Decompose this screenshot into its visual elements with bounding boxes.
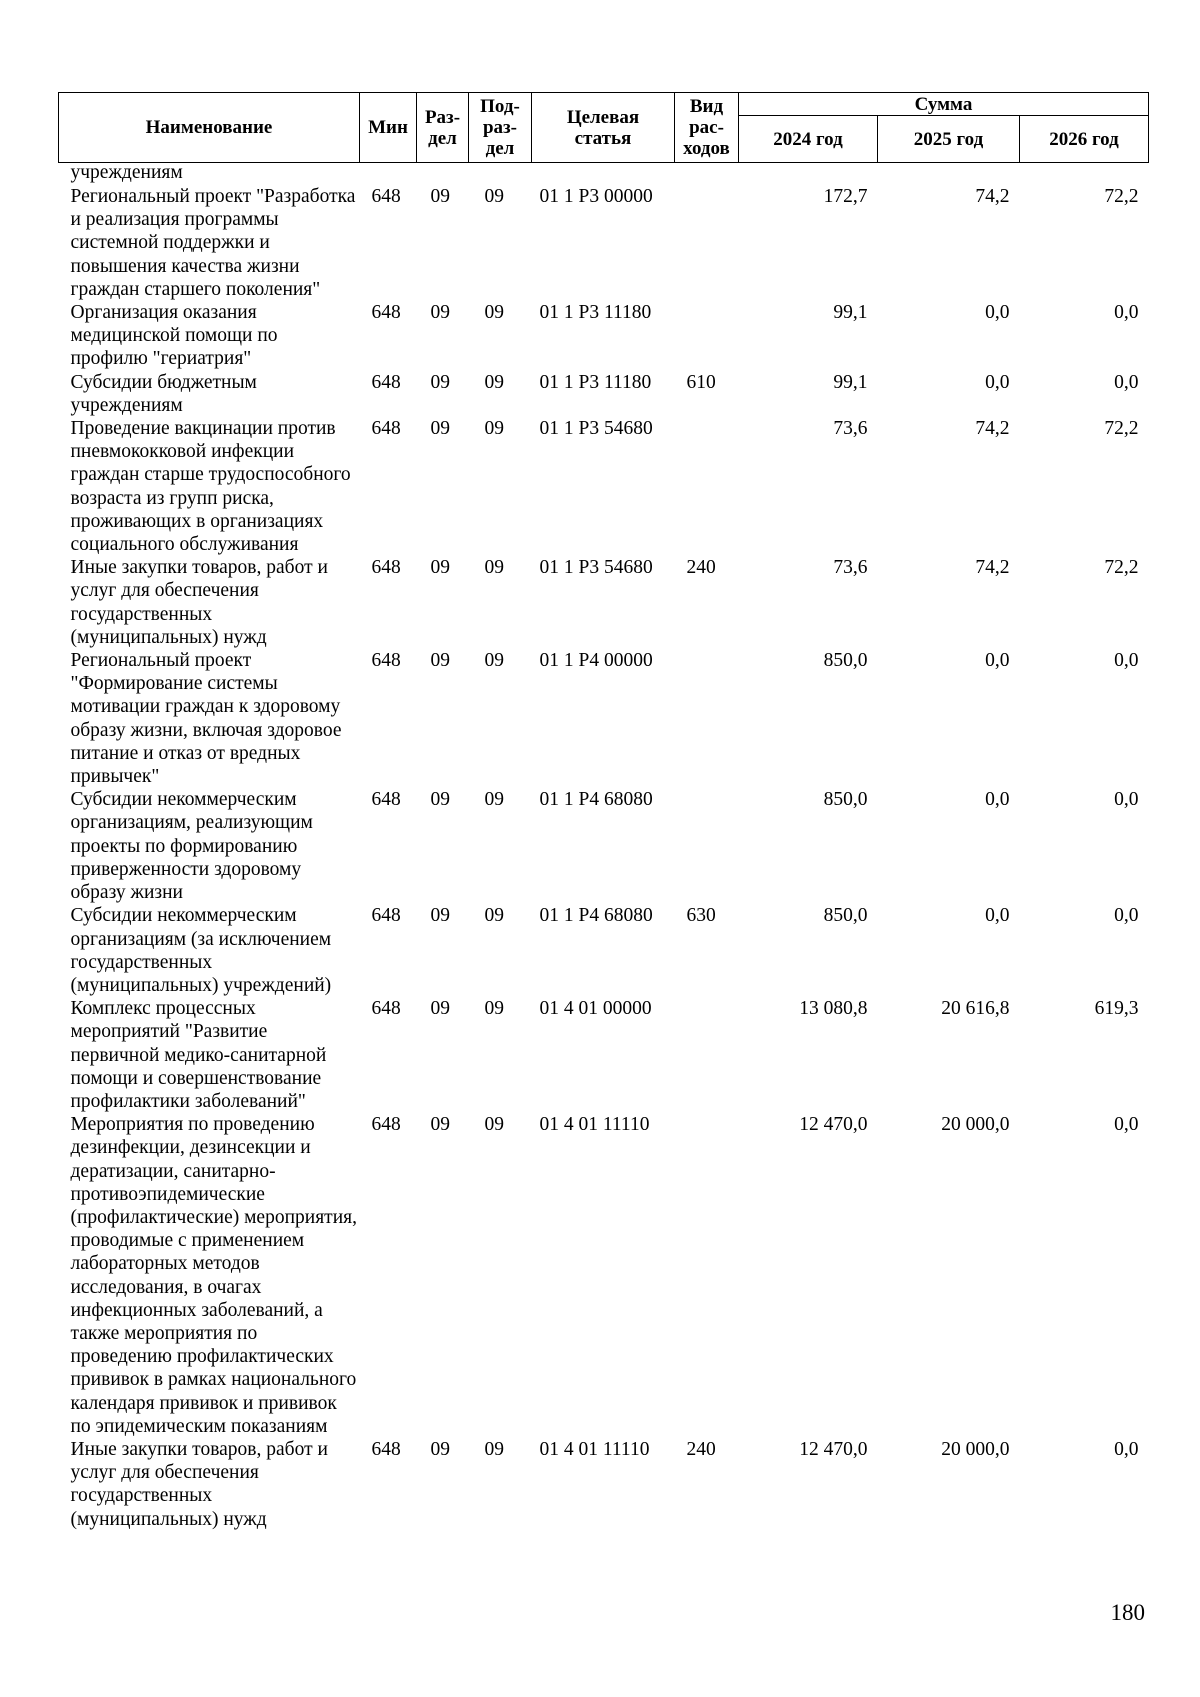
cell-min: 648 (371, 418, 401, 440)
table-row (59, 788, 1149, 904)
cell-sum-2026: 0,0 (1114, 789, 1139, 811)
cell-podrazdel: 09 (484, 186, 504, 207)
cell-sum-2024: 172,7 (823, 186, 868, 207)
cell-name: Региональный проект "Формирование системы мотивации граждан к здоровому образу жизни, включая здоровое питание и отказ от вредных привычек" (70, 650, 342, 788)
table-header (59, 93, 1149, 163)
cell-razdel: 09 (430, 557, 450, 579)
cell-razdel: 09 (430, 650, 450, 672)
cell-sum-2025: 0,0 (985, 371, 1010, 393)
cell-name: Организация оказания медицинской помощи по профилю "гериатрия" (70, 302, 278, 370)
cell-name: Мероприятия по проведению дезинфекции, дезинсекции и дератизации, санитарно-противоэпидемические (профилактические) мероприятия, проводимые с применением лабораторных методов исследования, в очагах инфекционных заболеваний, а также мероприятия по проведению профилактических прививок в рамках национального календаря прививок и прививок по эпидемическим показаниям (70, 1114, 357, 1437)
cell-name: Комплекс процессных мероприятий "Развитие первичной медико-санитарной помощи и совершенствование профилактики заболеваний" (70, 998, 327, 1112)
cell-sum-2026: 0,0 (1114, 1438, 1139, 1460)
cell-razdel: 09 (430, 1114, 450, 1136)
header-vid-rashodov: Вид рас- ходов (675, 93, 739, 163)
cell-name: Иные закупки товаров, работ и услуг для обеспечения государственных (муниципальных) нужд (70, 557, 328, 648)
cell-razdel: 09 (430, 186, 450, 207)
table-row (59, 1113, 1149, 1438)
cell-sum-2024: 99,1 (833, 371, 868, 393)
cell-min: 648 (371, 557, 401, 579)
cell-razdel: 09 (430, 789, 450, 811)
cell-min: 648 (371, 186, 401, 207)
cell-min: 648 (371, 302, 401, 324)
cell-min: 648 (371, 650, 401, 672)
cell-sum-2025: 74,2 (975, 186, 1010, 207)
cell-razdel: 09 (430, 371, 450, 393)
header-year-2026: 2026 год (1020, 116, 1149, 163)
cell-celevaya-statya: 01 1 Р3 11180 (539, 371, 652, 393)
cell-podrazdel: 09 (484, 650, 504, 672)
cell-vid-rashodov (675, 185, 739, 301)
cell-min (360, 163, 417, 186)
table-row (59, 1438, 1149, 1531)
cell-vid-rashodov (675, 1113, 739, 1438)
cell-celevaya-statya: 01 1 Р4 68080 (539, 789, 653, 811)
cell-sum-2024: 73,6 (833, 418, 868, 440)
cell-podrazdel: 09 (484, 905, 504, 927)
cell-podrazdel (469, 163, 532, 186)
cell-min: 648 (371, 998, 401, 1020)
cell-vid-rashodov: 240 (686, 557, 716, 579)
cell-sum-2025: 0,0 (985, 650, 1010, 672)
cell-sum-2026: 0,0 (1114, 650, 1139, 672)
cell-sum-2024: 99,1 (833, 302, 868, 324)
cell-name: учреждениям (70, 162, 183, 183)
table-row (59, 301, 1149, 371)
cell-min: 648 (371, 371, 401, 393)
cell-vid-rashodov (675, 997, 739, 1113)
header-min: Мин (360, 93, 417, 163)
table-row (59, 185, 1149, 301)
cell-podrazdel: 09 (484, 1438, 504, 1460)
cell-min: 648 (371, 1114, 401, 1136)
cell-sum-2025: 20 616,8 (941, 998, 1010, 1020)
cell-sum-2026: 72,2 (1104, 186, 1139, 207)
cell-podrazdel: 09 (484, 789, 504, 811)
table-row (59, 163, 1149, 186)
cell-celevaya-statya: 01 1 Р4 68080 (539, 905, 653, 927)
cell-vid-rashodov: 610 (686, 371, 716, 393)
cell-sum-2024: 12 470,0 (799, 1114, 868, 1136)
cell-sum-2026: 0,0 (1114, 371, 1139, 393)
cell-podrazdel: 09 (484, 557, 504, 579)
cell-celevaya-statya: 01 1 Р4 00000 (539, 650, 653, 672)
cell-sum-2024 (739, 163, 878, 186)
cell-razdel: 09 (430, 998, 450, 1020)
header-year-2024: 2024 год (739, 116, 878, 163)
cell-celevaya-statya: 01 1 Р3 54680 (539, 418, 653, 440)
cell-sum-2025: 20 000,0 (941, 1114, 1010, 1136)
cell-min: 648 (371, 905, 401, 927)
table-row (59, 556, 1149, 649)
cell-sum-2025: 20 000,0 (941, 1438, 1010, 1460)
cell-sum-2026: 0,0 (1114, 302, 1139, 324)
cell-podrazdel: 09 (484, 1114, 504, 1136)
cell-podrazdel: 09 (484, 998, 504, 1020)
cell-sum-2025: 0,0 (985, 905, 1010, 927)
header-name: Наименование (59, 93, 360, 163)
cell-sum-2025 (878, 163, 1020, 186)
cell-vid-rashodov (675, 417, 739, 556)
cell-sum-2026: 619,3 (1094, 998, 1139, 1020)
cell-min: 648 (371, 789, 401, 811)
cell-celevaya-statya: 01 1 Р3 11180 (539, 302, 652, 324)
header-razdel: Раз- дел (417, 93, 469, 163)
cell-name: Субсидии некоммерческим организациям (за исключением государственных (муниципальных) учреждений) (70, 905, 332, 996)
cell-name: Субсидии бюджетным учреждениям (70, 371, 257, 416)
table-body (59, 163, 1149, 1531)
table-row (59, 997, 1149, 1113)
header-summa: Сумма (739, 93, 1149, 116)
cell-sum-2024: 850,0 (823, 789, 868, 811)
cell-celevaya-statya: 01 4 01 11110 (539, 1438, 650, 1460)
cell-razdel: 09 (430, 302, 450, 324)
cell-celevaya-statya (532, 163, 675, 186)
cell-sum-2025: 0,0 (985, 302, 1010, 324)
cell-celevaya-statya: 01 4 01 11110 (539, 1114, 650, 1136)
budget-table (58, 92, 1149, 1531)
header-year-2025: 2025 год (878, 116, 1020, 163)
cell-sum-2024: 850,0 (823, 650, 868, 672)
cell-razdel: 09 (430, 905, 450, 927)
cell-sum-2026: 0,0 (1114, 905, 1139, 927)
cell-podrazdel: 09 (484, 371, 504, 393)
cell-sum-2024: 850,0 (823, 905, 868, 927)
cell-razdel: 09 (430, 418, 450, 440)
table-row (59, 904, 1149, 997)
cell-name: Иные закупки товаров, работ и услуг для обеспечения государственных (муниципальных) нужд (70, 1438, 328, 1530)
table-row (59, 417, 1149, 556)
cell-sum-2026 (1020, 163, 1149, 186)
cell-sum-2024: 13 080,8 (799, 998, 868, 1020)
cell-sum-2025: 74,2 (975, 557, 1010, 579)
cell-vid-rashodov: 240 (686, 1438, 716, 1460)
cell-vid-rashodov (675, 163, 739, 186)
cell-sum-2026: 0,0 (1114, 1114, 1139, 1136)
cell-name: Региональный проект "Разработка и реализация программы системной поддержки и повышения качества жизни граждан старшего поколения" (70, 186, 356, 300)
cell-sum-2024: 12 470,0 (799, 1438, 868, 1460)
cell-celevaya-statya: 01 1 Р3 54680 (539, 557, 653, 579)
cell-sum-2026: 72,2 (1104, 557, 1139, 579)
cell-vid-rashodov (675, 649, 739, 788)
cell-razdel: 09 (430, 1438, 450, 1460)
cell-razdel (417, 163, 469, 186)
header-celevaya-statya: Целевая статья (532, 93, 675, 163)
cell-sum-2025: 74,2 (975, 418, 1010, 440)
cell-sum-2024: 73,6 (833, 557, 868, 579)
cell-celevaya-statya: 01 4 01 00000 (539, 998, 652, 1020)
cell-podrazdel: 09 (484, 302, 504, 324)
cell-name: Субсидии некоммерческим организациям, реализующим проекты по формированию приверженности здоровому образу жизни (70, 789, 313, 904)
cell-celevaya-statya: 01 1 Р3 00000 (539, 186, 653, 207)
cell-name: Проведение вакцинации против пневмококковой инфекции граждан старше трудоспособного возраста из групп риска, проживающих в организациях социального обслуживания (70, 418, 351, 556)
cell-vid-rashodov: 630 (686, 905, 716, 927)
page-number: 180 (1110, 1600, 1145, 1625)
cell-sum-2025: 0,0 (985, 789, 1010, 811)
cell-min: 648 (371, 1438, 401, 1460)
table-row (59, 371, 1149, 417)
cell-sum-2026: 72,2 (1104, 418, 1139, 440)
header-podrazdel: Под- раз- дел (469, 93, 532, 163)
cell-podrazdel: 09 (484, 418, 504, 440)
cell-vid-rashodov (675, 301, 739, 371)
table-row (59, 649, 1149, 788)
cell-vid-rashodov (675, 788, 739, 904)
